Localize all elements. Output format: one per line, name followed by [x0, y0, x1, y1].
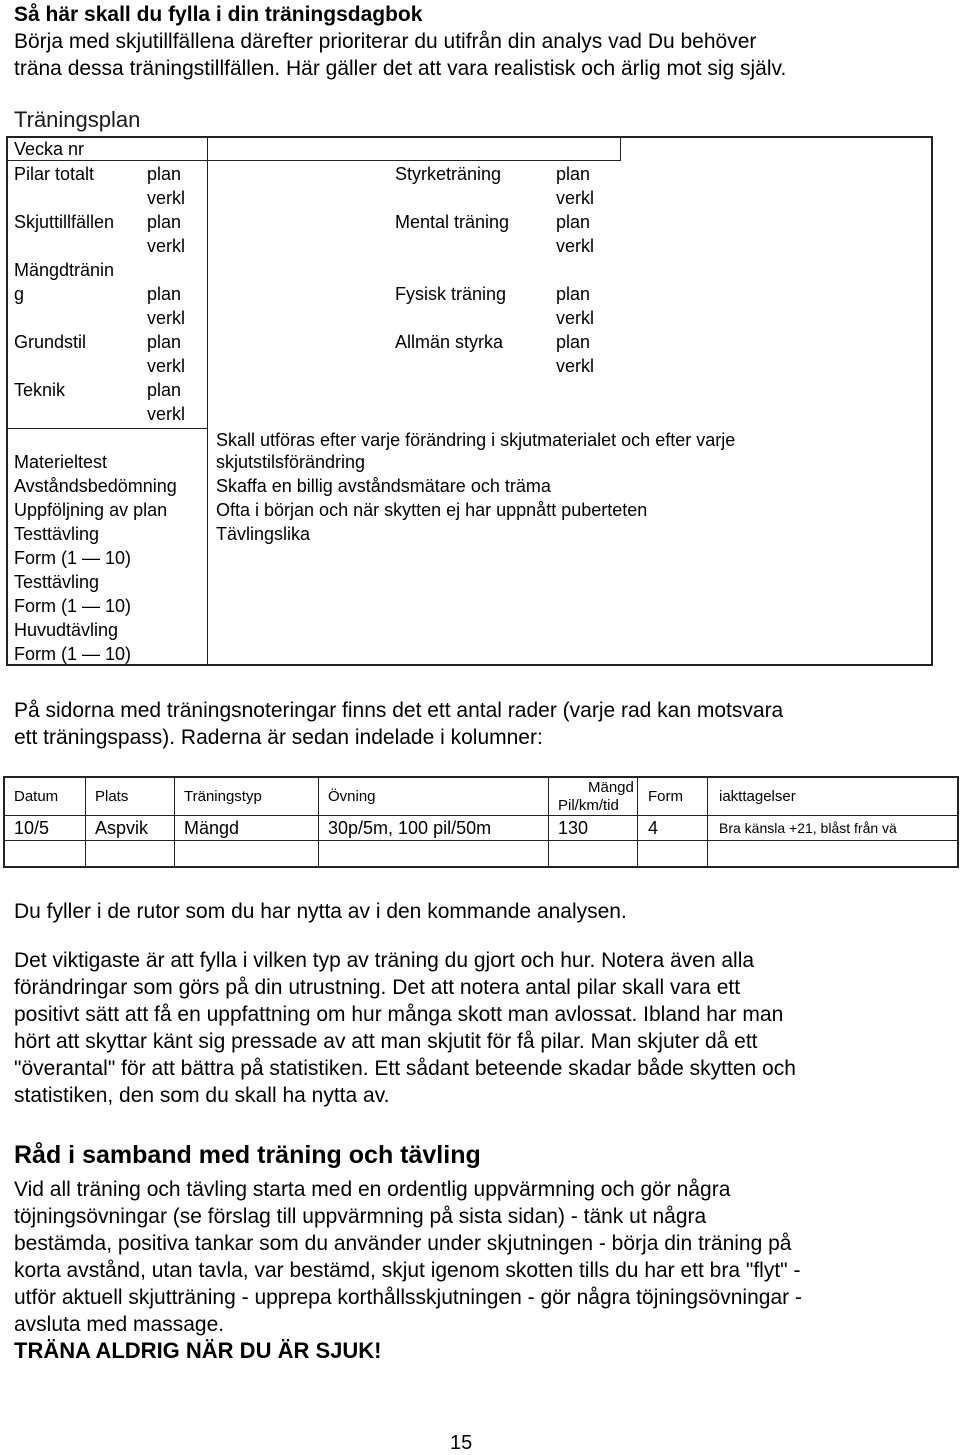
col-iakttagelser: iakttagelser [719, 788, 796, 805]
col-form: Form [648, 788, 683, 805]
warning-text: TRÄNA ALDRIG NÄR DU ÄR SJUK! [14, 1338, 382, 1363]
intro-line-1: Börja med skjutillfällena därefter prioriterar du utifrån din analys vad Du behöver [14, 30, 757, 53]
label-materieltest: Materieltest [14, 452, 108, 472]
plan-label: plan [147, 284, 182, 304]
page-number: 15 [450, 1432, 473, 1454]
mid-text-line-1: På sidorna med träningsnoteringar finns det ett antal rader (varje rad kan motsvara [14, 699, 784, 722]
label-form: Form (1 — 10) [14, 644, 132, 664]
verkl-label: verkl [556, 356, 595, 376]
plan-label: plan [147, 380, 182, 400]
verkl-label: verkl [147, 308, 186, 328]
row-teknik: Teknik [14, 380, 66, 400]
advice-title: Råd i samband med träning och tävling [14, 1141, 481, 1169]
body-p2-line: förändringar som görs på din utrustning. Det att notera antal pilar skall vara ett [14, 976, 741, 999]
row-allman-styrka: Allmän styrka [395, 332, 504, 352]
advice-line: töjningsövningar (se förslag till uppvärmning på sista sidan) - tänk ut några [14, 1205, 707, 1228]
plan-table-title: Träningsplan [14, 107, 141, 132]
row-styrketraning: Styrketräning [395, 164, 502, 184]
cell-ovning: 30p/5m, 100 pil/50m [328, 818, 492, 838]
note-avstandsbedomning: Skaffa en billig avståndsmätare och träma [216, 476, 551, 496]
advice-line: korta avstånd, utan tavla, var bestämd, skjut igenom skotten tills du har ett bra "flyt" - [14, 1259, 801, 1282]
verkl-label: verkl [147, 188, 186, 208]
verkl-label: verkl [556, 188, 595, 208]
row-fysisk-traning: Fysisk träning [395, 284, 507, 304]
label-testtavling: Testtävling [14, 572, 100, 592]
row-skjuttillfallen: Skjuttillfällen [14, 212, 115, 232]
body-p2-line: "överantal" för att bättra på statistiken. Ett sådant beteende skadar både skytten och [14, 1057, 796, 1080]
verkl-label: verkl [147, 404, 186, 424]
body-p2-line: statistiken, den som du skall ha nytta av. [14, 1084, 390, 1107]
cell-form: 4 [648, 818, 659, 838]
verkl-label: verkl [556, 308, 595, 328]
body-p2-line: hört att skyttar känt sig pressade av att man skjutit för få pilar. Man skjuter då ett [14, 1030, 758, 1053]
intro-line-2: träna dessa träningstillfällen. Här gäller det att vara realistisk och ärlig mot sig själv. [14, 57, 787, 80]
plan-label: plan [556, 284, 591, 304]
label-form: Form (1 — 10) [14, 596, 132, 616]
advice-line: utför aktuell skjutträning - upprepa korthållsskjutningen - gör några töjningsövningar - [14, 1286, 802, 1309]
plan-label: plan [147, 212, 182, 232]
row-mangdtraning-2: g [14, 284, 25, 304]
note-testtavling: Tävlingslika [216, 524, 311, 544]
plan-label: plan [556, 212, 591, 232]
row-pilar-totalt: Pilar totalt [14, 164, 95, 184]
body-p2 [14, 947, 914, 1109]
col-traningstyp: Träningstyp [184, 788, 262, 805]
advice-paragraph [14, 1176, 914, 1338]
verkl-label: verkl [556, 236, 595, 256]
page-heading: Så här skall du fylla i din träningsdagbok [14, 3, 423, 26]
plan-label: plan [147, 164, 182, 184]
row-mental-traning: Mental träning [395, 212, 510, 232]
verkl-label: verkl [147, 236, 186, 256]
plan-label: plan [556, 332, 591, 352]
verkl-label: verkl [147, 356, 186, 376]
label-testtavling: Testtävling [14, 524, 100, 544]
cell-datum: 10/5 [14, 818, 50, 838]
cell-mangd: 130 [558, 818, 589, 838]
week-label: Vecka nr [14, 139, 85, 159]
row-mangdtraning-1: Mängdtränin [14, 260, 115, 280]
note-materieltest-2: skjutstilsförändring [216, 452, 366, 472]
label-uppfoljning: Uppföljning av plan [14, 500, 168, 520]
note-materieltest-1: Skall utföras efter varje förändring i skjutmaterialet och efter varje [216, 430, 736, 450]
note-uppfoljning: Ofta i början och när skytten ej har uppnått puberteten [216, 500, 648, 520]
body-p2-line: positivt sätt att få en uppfattning om hur många skott man avlossat. Ibland har man [14, 1003, 784, 1026]
row-grundstil: Grundstil [14, 332, 87, 352]
advice-line: bestämda, positiva tankar som du använder under skjutningen - börja din träning på [14, 1232, 792, 1255]
cell-iakttagelser: Bra känsla +21, blåst från vä [719, 820, 897, 836]
body-p2-line: Det viktigaste är att fylla i vilken typ av träning du gjort och hur. Notera även alla [14, 949, 755, 972]
label-avstandsbedomning: Avståndsbedömning [14, 476, 177, 496]
cell-traningstyp: Mängd [184, 818, 240, 838]
advice-line: Vid all träning och tävling starta med en ordentlig uppvärmning och gör några [14, 1178, 731, 1201]
col-ovning: Övning [328, 788, 376, 805]
cell-plats: Aspvik [95, 818, 149, 838]
plan-label: plan [147, 332, 182, 352]
label-huvudtavling: Huvudtävling [14, 620, 119, 640]
col-plats: Plats [95, 788, 129, 805]
col-mangd: Mängd [588, 779, 634, 796]
plan-label: plan [556, 164, 591, 184]
label-form: Form (1 — 10) [14, 548, 132, 568]
col-datum: Datum [14, 788, 59, 805]
body-p1: Du fyller i de rutor som du har nytta av i den kommande analysen. [14, 900, 627, 923]
advice-line: avsluta med massage. [14, 1313, 225, 1336]
mid-text-line-2: ett träningspass). Raderna är sedan indelade i kolumner: [14, 726, 543, 749]
col-mangd-unit: Pil/km/tid [558, 797, 619, 814]
